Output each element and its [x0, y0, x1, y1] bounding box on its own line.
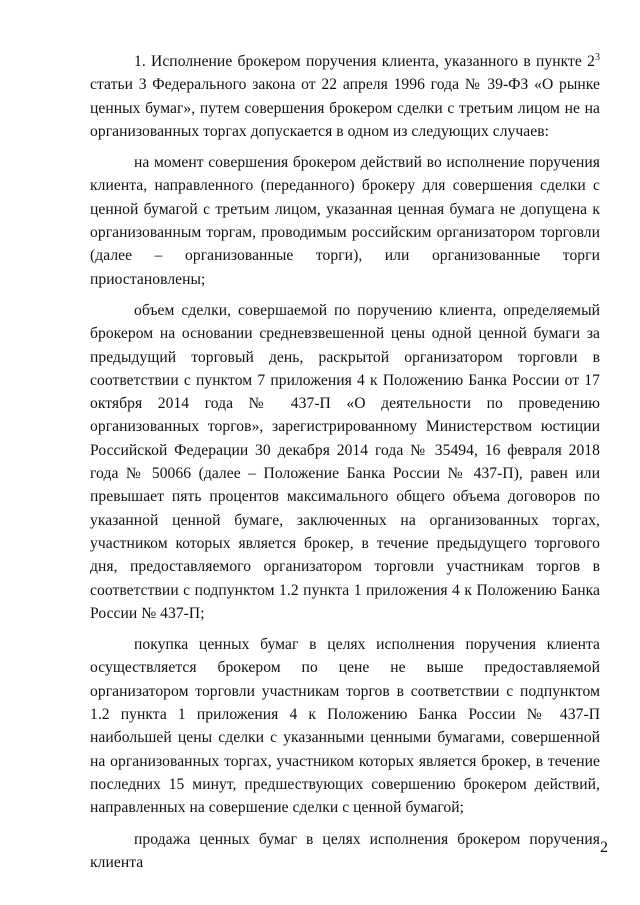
superscript-reference: 3: [594, 51, 600, 63]
paragraph-2: на момент совершения брокером действий во исполнение поручения клиента, направленного (переданного) брокеру для совершения сделки с ценной бумагой с третьим лицом, указанная ценная бумага не допущена к организованным торгам, проводимым российским организатором торговли (далее – организованные торги), или организованные торги приостановлены;: [90, 154, 600, 288]
paragraph-4: покупка ценных бумаг в целях исполнения поручения клиента осуществляется брокером по цене не выше предоставляемой организатором торговли участникам торгов в соответствии с подпунктом 1.2 пункта 1 приложения 4 к Положению Банка России № 437-П наибольшей цены сделки с указанными ценными бумагами, совершенной на организованных торгах, участником которых является брокер, в течение последних 15 минут, предшествующих совершению брокером действий, направленных на совершение сделки с ценной бумагой;: [90, 636, 600, 817]
paragraph-1-text-end: статьи 3 Федерального закона от 22 апреля 1996 года № 39-ФЗ «О рынке ценных бумаг», путем совершения брокером сделки с третьим лицом не на организованных торгах допускается в одном из следующих случаев:: [90, 76, 600, 140]
paragraph-5: продажа ценных бумаг в целях исполнения брокером поручения клиента: [90, 830, 600, 871]
paragraph-3: объем сделки, совершаемой по поручению клиента, определяемый брокером на основании средневзвешенной цены одной ценной бумаги за предыдущий торговый день, раскрытой организатором торговли в соответствии с пунктом 7 приложения 4 к Положению Банка России от 17 октября 2014 года № 437-П «О деятельности по проведению организованных торгов», зарегистрированному Министерством юстиции Российской Федерации 30 декабря 2014 года № 35494, 16 февраля 2018 года № 50066 (далее – Положение Банка России № 437-П), равен или превышает пять процентов максимального общего объема договоров по указанной ценной бумаге, заключенных на организованных торгах, участником которых является брокер, в течение предыдущего торгового дня, предоставляемого организатором торговли участникам торгов в соответствии с подпунктом 1.2 пункта 1 приложения 4 к Положению Банка России № 437-П;: [90, 301, 600, 622]
paragraph-1-text-start: 1. Исполнение брокером поручения клиента, указанного в пункте 2: [134, 53, 595, 70]
paragraph-1: [90, 50, 600, 143]
page-number: 2: [600, 839, 608, 856]
document-body: [90, 50, 600, 874]
